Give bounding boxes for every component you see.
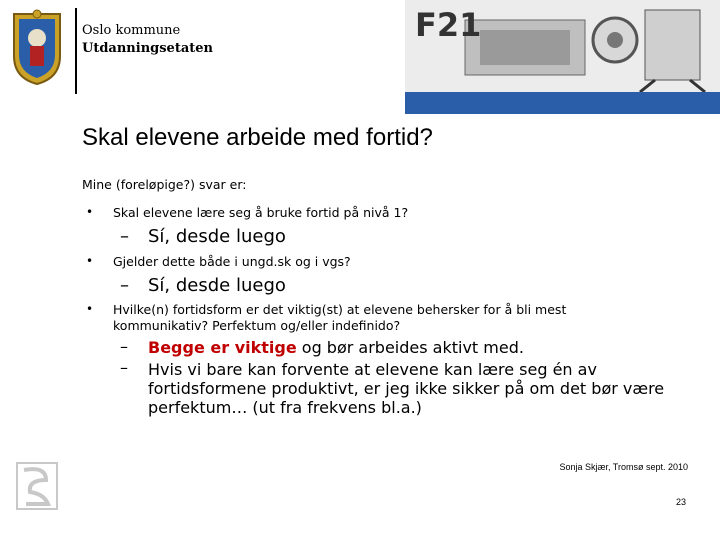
author-credit: Sonja Skjær, Tromsø sept. 2010 bbox=[559, 462, 688, 472]
header bbox=[0, 0, 720, 96]
sub-dash: – bbox=[120, 275, 129, 296]
bullet-dot: • bbox=[86, 254, 94, 268]
bullet-2-text: Gjelder dette både i ungd.sk og i vgs? bbox=[113, 254, 351, 269]
oslo-footer-logo-icon bbox=[16, 462, 58, 510]
org-line2: Utdanningsetaten bbox=[82, 41, 213, 56]
bullet-3-text: Hvilke(n) fortidsform er det viktig(st) at elevene behersker for å bli mest kommunikativ? Perfektum og/eller indefinido? bbox=[113, 302, 567, 333]
highlight-text: Begge er viktige bbox=[148, 338, 297, 357]
bullet-3-sub-1 bbox=[148, 338, 698, 357]
intro-text: Mine (foreløpige?) svar er: bbox=[82, 177, 247, 192]
page-number: 23 bbox=[675, 497, 686, 507]
accent-band bbox=[405, 92, 720, 114]
sub-dash: – bbox=[120, 226, 129, 247]
bullet-3-sub-2: Hvis vi bare kan forvente at elevene kan lære seg én av fortidsformene produktivt, er jeg ikke sikker på om det bør være perfektum… (ut fra frekvens bl.a.) bbox=[148, 360, 665, 417]
org-line1: Oslo kommune bbox=[82, 23, 181, 38]
bullet-dot: • bbox=[86, 302, 94, 316]
bullet-1-sub: Sí, desde luego bbox=[148, 226, 286, 247]
organization-name bbox=[82, 22, 213, 58]
header-divider bbox=[75, 8, 77, 94]
sub-dash: – bbox=[120, 337, 128, 356]
bullet-2-sub: Sí, desde luego bbox=[148, 275, 286, 296]
sub-dash: – bbox=[120, 358, 128, 377]
banner-logo: F21 bbox=[415, 6, 482, 44]
banner-image bbox=[405, 0, 720, 92]
bullet-dot: • bbox=[86, 205, 94, 219]
oslo-crest-icon bbox=[10, 8, 64, 86]
slide-title: Skal elevene arbeide med fortid? bbox=[82, 124, 433, 151]
bullet-1-text: Skal elevene lære seg å bruke fortid på nivå 1? bbox=[113, 205, 409, 220]
bullet-3-sub-1-rest: og bør arbeides aktivt med. bbox=[296, 338, 524, 357]
